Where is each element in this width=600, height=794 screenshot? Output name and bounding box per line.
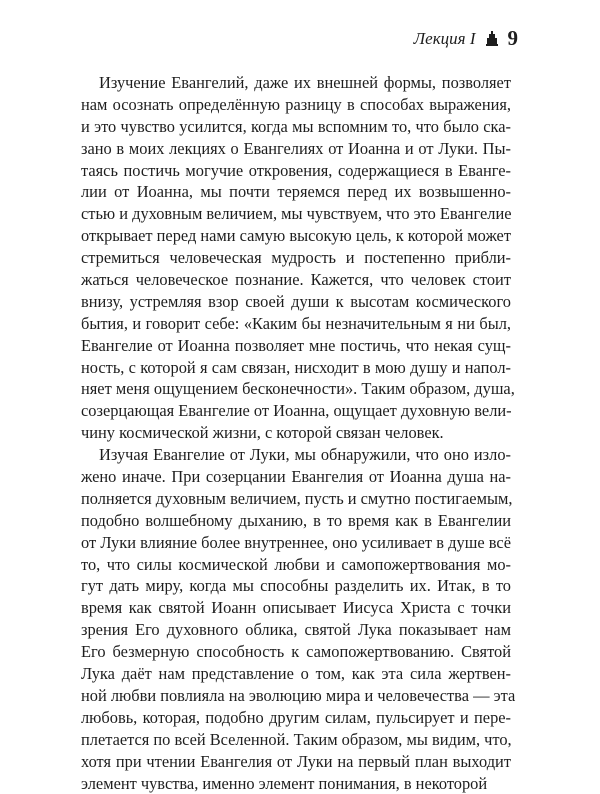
text-line: стью и духовным величием, мы чувствуем, что это Евангелие	[81, 203, 511, 225]
text-line: хотя при чтении Евангелия от Луки на первый план выходит	[81, 751, 511, 773]
text-line: Лука даёт нам представление о том, как эта сила жертвен-	[81, 663, 511, 685]
text-line: Евангелие от Иоанна позволяет мне постичь, что некая сущ-	[81, 335, 511, 357]
text-line: внизу, устремляя взор своей души к высотам космического	[81, 291, 511, 313]
text-line: нам осознать определённую разницу в способах выражения,	[81, 94, 511, 116]
text-line: Его безмерную способность к самопожертвованию. Святой	[81, 641, 511, 663]
tower-icon	[486, 31, 498, 46]
text-line: ной любви повлияла на эволюцию мира и человечества — эта	[81, 685, 511, 707]
text-line: бытия, и говорит себе: «Каким бы незначительным я ни был,	[81, 313, 511, 335]
text-line: чину космической жизни, с которой связан человек.	[81, 422, 511, 444]
text-line: лии от Иоанна, мы почти теряемся перед их возвышенно-	[81, 181, 511, 203]
text-line: элемент чувства, именно элемент понимания, в некоторой	[81, 773, 511, 794]
text-line: стремиться человеческая мудрость и постепенно прибли-	[81, 247, 511, 269]
text-line: жено иначе. При созерцании Евангелия от Иоанна душа на-	[81, 466, 511, 488]
text-line: полняется духовным величием, пусть и смутно постигаемым,	[81, 488, 511, 510]
text-line: и это чувство усилится, когда мы вспомним то, что было ска-	[81, 116, 511, 138]
text-line: время как святой Иоанн описывает Иисуса Христа с точки	[81, 597, 511, 619]
text-line: зано в моих лекциях о Евангелиях от Иоанна и от Луки. Пы-	[81, 138, 511, 160]
body-text	[81, 72, 511, 794]
page-number: 9	[508, 26, 519, 51]
text-line: открывает перед нами самую высокую цель, к которой может	[81, 225, 511, 247]
text-line: подобно волшебному дыханию, в то время как в Евангелии	[81, 510, 511, 532]
text-line: таясь постичь могучие откровения, содержащиеся в Еванге-	[81, 160, 511, 182]
paragraph	[81, 72, 511, 444]
text-line: созерцающая Евангелие от Иоанна, ощущает духовную вели-	[81, 400, 511, 422]
text-line: зрения Его духовного облика, святой Лука показывает нам	[81, 619, 511, 641]
text-line: плетается по всей Вселенной. Таким образом, мы видим, что,	[81, 729, 511, 751]
text-line: Изучение Евангелий, даже их внешней формы, позволяет	[81, 72, 511, 94]
running-header	[414, 26, 518, 51]
text-line: от Луки влияние более внутреннее, оно усиливает в душе всё	[81, 532, 511, 554]
text-line: гут дать миру, когда мы способны разделить их. Итак, в то	[81, 575, 511, 597]
text-line: няет меня ощущением бесконечности». Таким образом, душа,	[81, 378, 511, 400]
text-line: ность, с которой я сам связан, нисходит в мою душу и напол-	[81, 357, 511, 379]
text-line: жаться человеческое познание. Кажется, что человек стоит	[81, 269, 511, 291]
text-line: любовь, которая, подобно другим силам, пульсирует и пере-	[81, 707, 511, 729]
text-line: то, что силы космической любви и самопожертвования мо-	[81, 554, 511, 576]
lecture-title: Лекция I	[414, 29, 476, 49]
text-line: Изучая Евангелие от Луки, мы обнаружили, что оно изло-	[81, 444, 511, 466]
paragraph	[81, 444, 511, 794]
